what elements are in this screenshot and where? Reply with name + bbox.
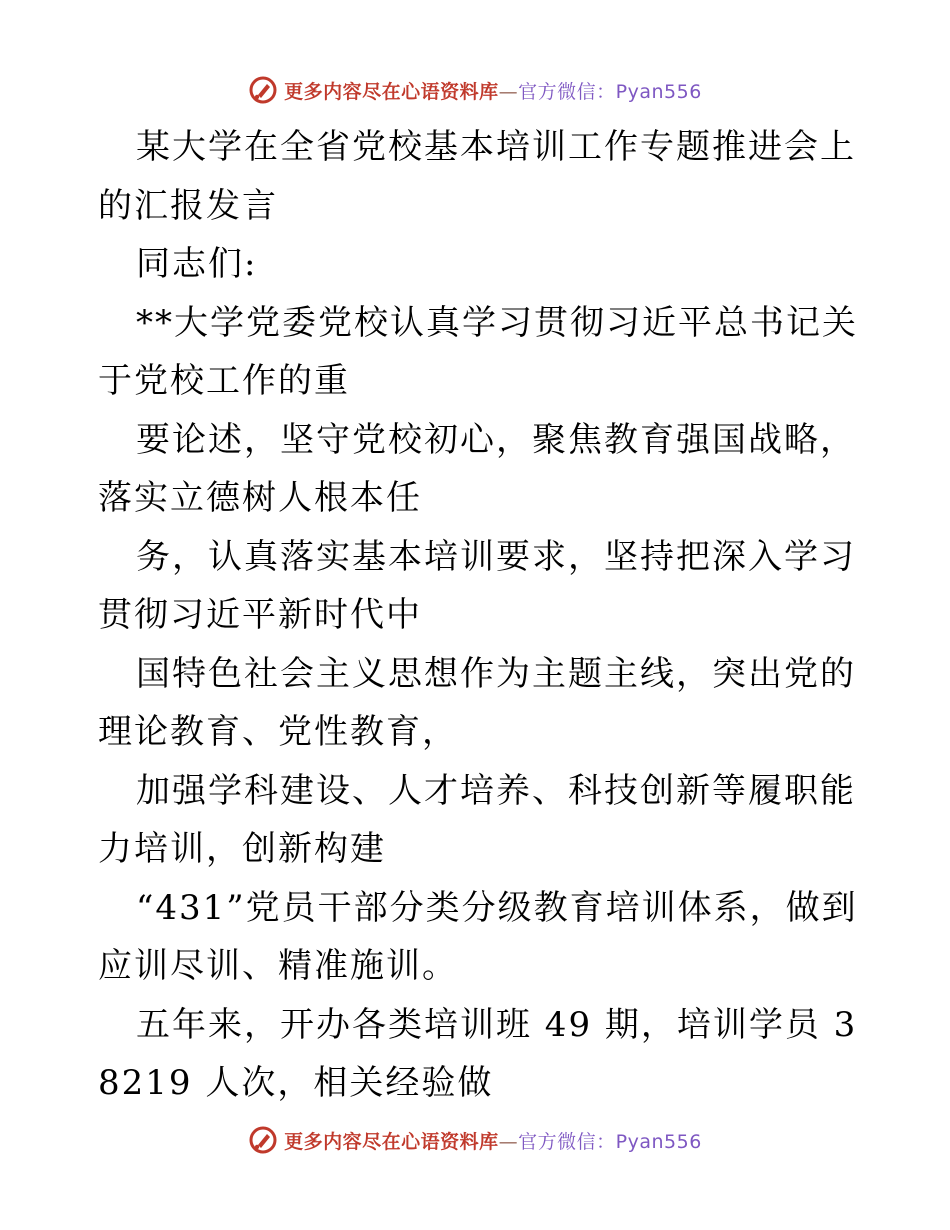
- paragraph: 要论述，坚守党校初心，聚焦教育强国战略，落实立德树人根本任: [98, 419, 856, 518]
- paragraph: 加强学科建设、人才培养、科技创新等履职能力培训，创新构建: [98, 770, 856, 869]
- watermark-main: 更多内容尽在心语资料库: [284, 1130, 499, 1153]
- paragraph: **大学党委党校认真学习贯彻习近平总书记关于党校工作的重: [98, 302, 858, 401]
- paragraph: 国特色社会主义思想作为主题主线，突出党的理论教育、党性教育，: [98, 653, 856, 752]
- pen-nib-circle-icon: [248, 1125, 278, 1155]
- watermark-footer: [0, 1122, 950, 1158]
- watermark-wechat: 官方微信：Pyan556: [518, 80, 702, 103]
- paragraph: “431”党员干部分类分级教育培训体系，做到应训尽训、精准施训。: [98, 887, 858, 986]
- watermark-separator: —: [498, 1130, 519, 1153]
- watermark-header: [0, 72, 950, 108]
- salutation: 同志们:: [136, 244, 258, 284]
- watermark-wechat: 官方微信：Pyan556: [518, 1130, 702, 1153]
- watermark-separator: —: [498, 80, 519, 103]
- watermark-text: [284, 1127, 702, 1154]
- document-body: [98, 118, 858, 1113]
- paragraph: 五年来，开办各类培训班 49 期，培训学员 38219 人次，相关经验做: [98, 1004, 858, 1103]
- paragraph: 务，认真落实基本培训要求，坚持把深入学习贯彻习近平新时代中: [98, 536, 856, 635]
- document-title: 某大学在全省党校基本培训工作专题推进会上的汇报发言: [98, 127, 856, 226]
- watermark-text: [284, 77, 702, 104]
- pen-nib-circle-icon: [248, 75, 278, 105]
- watermark-main: 更多内容尽在心语资料库: [284, 80, 499, 103]
